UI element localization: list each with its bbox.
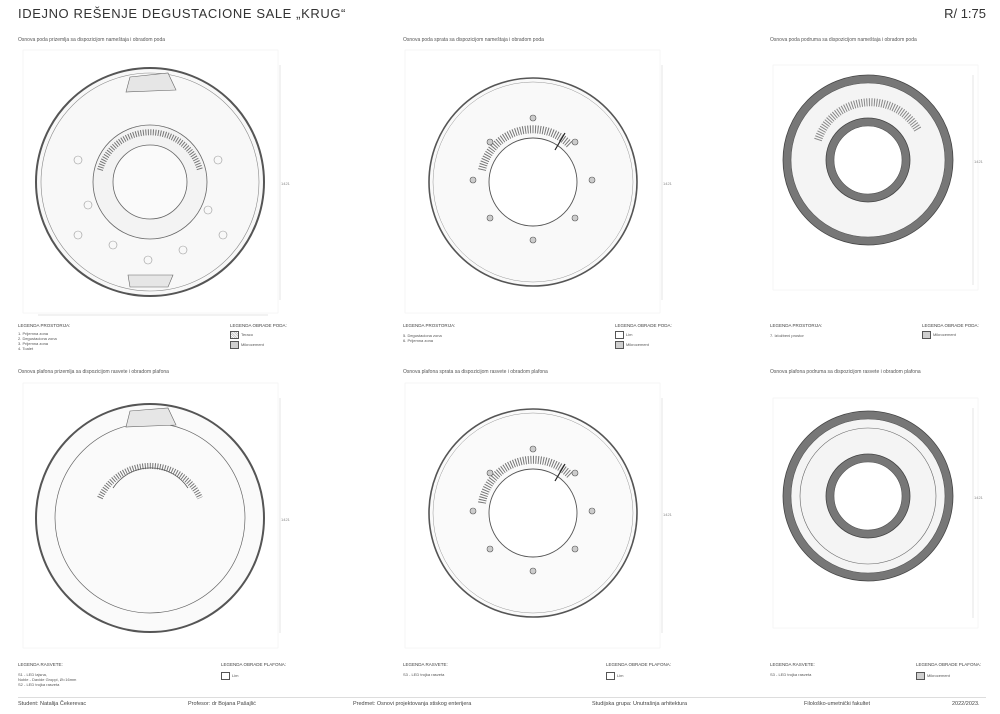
- upper-floor-plan: [400, 45, 670, 320]
- legend-item: Mikrocement: [933, 332, 956, 337]
- legend-item: 1. Prijemna zona: [18, 331, 49, 336]
- legend-floor-finish-heading: LEGENDA OBRADE PODA:: [615, 323, 672, 328]
- legend-lighting-heading: LEGENDA RASVETE:: [403, 662, 448, 667]
- sheet-title: IDEJNO REŠENJE DEGUSTACIONE SALE „KRUG“: [18, 6, 346, 21]
- ground-floor-plan: [18, 45, 288, 320]
- legend-item: S3 - LED trojka rasveta: [770, 672, 812, 677]
- panel-title-basement: Osnova poda podruma sa dispozicijom nameštaja i obradom poda: [770, 37, 917, 43]
- legend-item: Lim: [617, 673, 624, 678]
- swatch-microcement: [922, 331, 931, 339]
- swatch-sheet-metal: [221, 672, 230, 680]
- footer-subject: Predmet: Osnovi projektovanja stiskog enterijera: [353, 701, 472, 707]
- basement-ceiling-plan: [768, 378, 988, 656]
- legend-item: 3. Prijemna zona: [18, 341, 49, 346]
- svg-text:1421: 1421: [974, 495, 983, 500]
- footer-faculty: Filološko-umetnički fakultet: [804, 701, 871, 707]
- legend-lighting-heading: LEGENDA RASVETE:: [770, 662, 815, 667]
- upper-ceiling-plan: [400, 378, 670, 656]
- panel-title-upper-ceiling: Osnova plafona sprata sa dispozicijom rasvete i obradom plafona: [403, 369, 548, 375]
- swatch-sheet-metal: [606, 672, 615, 680]
- swatch-microcement: [615, 341, 624, 349]
- ground-ceiling-plan: [18, 378, 288, 656]
- swatch-sheet-metal: [615, 331, 624, 339]
- svg-text:1421: 1421: [663, 181, 672, 186]
- legend-item: Mikrocement: [241, 342, 264, 347]
- panel-title-ground-floor: Osnova poda prizemlja sa dispozicijom nameštaja i obradom poda: [18, 37, 166, 43]
- legend-item: 6. Prijemna zona: [403, 338, 434, 343]
- legend-item: Mikrocement: [927, 673, 950, 678]
- svg-text:1421: 1421: [974, 159, 983, 164]
- legend-item: Noble - Davide Groppi, Ø=16mm: [18, 677, 77, 682]
- svg-text:1421: 1421: [281, 517, 290, 522]
- legend-item: Lim: [232, 673, 239, 678]
- swatch-microcement: [230, 341, 239, 349]
- footer-student: Student: Natalija Čekerevac: [18, 701, 87, 707]
- legend-item: Lim: [626, 332, 633, 337]
- legend-item: 5. Degustaciona zona: [403, 333, 442, 338]
- legend-item: 2. Degustaciona zona: [18, 336, 57, 341]
- legend-rooms-heading: LEGENDA PROSTORIJA:: [18, 323, 71, 328]
- legend-item: 7. Izložbeni prostor: [770, 333, 804, 338]
- svg-text:1421: 1421: [663, 512, 672, 517]
- swatch-microcement: [916, 672, 925, 680]
- footer-divider: [18, 697, 986, 698]
- legend-ceiling-finish-heading: LEGENDA OBRADE PLAFONA:: [221, 662, 287, 667]
- legend-rooms-heading: LEGENDA PROSTORIJA:: [403, 323, 456, 328]
- panel-title-upper-floor: Osnova poda sprata sa dispozicijom nameštaja i obradom poda: [403, 37, 544, 43]
- drawing-scale: R/ 1:75: [944, 6, 986, 21]
- legend-item: Teraco: [241, 332, 254, 337]
- legend-floor-finish-heading: LEGENDA OBRADE PODA:: [230, 323, 287, 328]
- footer-study-group: Studijska grupa: Unutrašnja arhitektura: [592, 701, 688, 707]
- footer-professor: Profesor: dr Bojana Pašajlić: [188, 701, 256, 707]
- panel-title-ground-ceiling: Osnova plafona prizemlja sa dispozicijom rasvete i obradom plafona: [18, 369, 169, 375]
- legend-lighting-heading: LEGENDA RASVETE:: [18, 662, 63, 667]
- legend-ceiling-finish-heading: LEGENDA OBRADE PLAFONA:: [606, 662, 672, 667]
- legend-item: S1 - LED lajsna,: [18, 672, 47, 677]
- legend-floor-finish-heading: LEGENDA OBRADE PODA:: [922, 323, 979, 328]
- legend-item: 4. Toalet: [18, 346, 34, 351]
- footer-year: 2022/2023.: [952, 701, 980, 707]
- basement-plan: [768, 45, 988, 320]
- legend-item: S3 - LED trojka rasveta: [403, 672, 445, 677]
- legend-item: Mikrocement: [626, 342, 649, 347]
- svg-text:1421: 1421: [281, 181, 290, 186]
- panel-title-basement-ceiling: Osnova plafona podruma sa dispozicijom rasvete i obradom plafona: [770, 369, 921, 375]
- swatch-terrazzo: [230, 331, 239, 339]
- legend-rooms-heading: LEGENDA PROSTORIJA:: [770, 323, 823, 328]
- legend-item: S2 - LED trojka rasveta: [18, 682, 60, 687]
- legend-ceiling-finish-heading: LEGENDA OBRADE PLAFONA:: [916, 662, 982, 667]
